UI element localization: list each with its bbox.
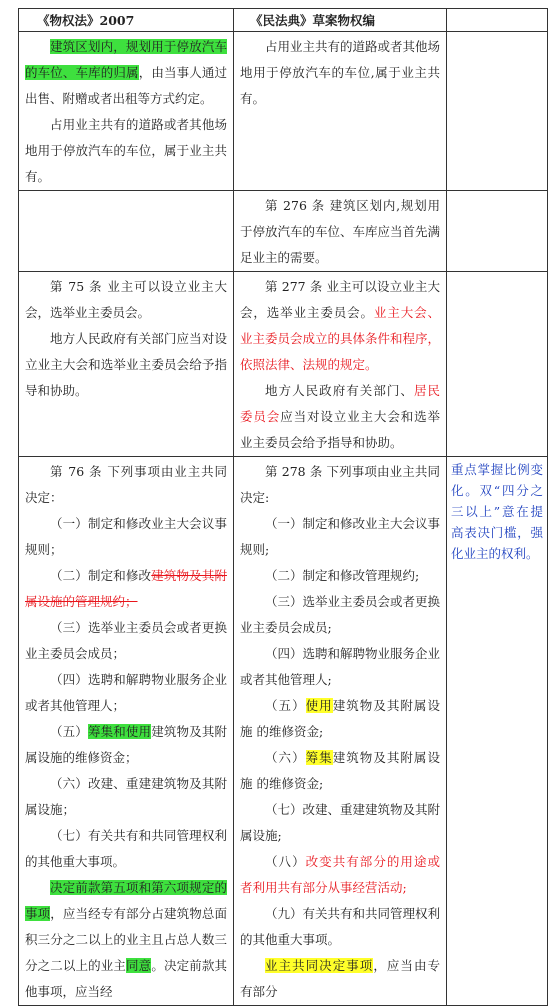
red-added-text: 改变共有部分的用途或者利用共有部分从事经营活动; xyxy=(240,854,440,895)
highlight-green: 建筑区划内，规划用于停放汽车的车位、车库的归属 xyxy=(25,39,227,80)
cell-2007 xyxy=(19,32,234,191)
paragraph: 占用业主共有的道路或者其他场地用于停放汽车的车位，属于业主共有。 xyxy=(25,117,227,184)
paragraph: 建筑区划内，规划用于停放汽车的车位、车库的归属，由当事人通过出售、附赠或者出租等方式约定。 xyxy=(25,39,227,106)
highlight-yellow: 业主共同决定事项 xyxy=(265,958,374,973)
strikethrough-text: 建筑物及其附属设施的管理规约； xyxy=(25,568,227,609)
cell-draft xyxy=(234,191,447,272)
cell-2007: 第 76 条 下列事项由业主共同决定： （一）制定和修改业主大会议事规则； （二）制定和修改建筑物及其附属设施的管理规约； （三）选举业主委员会或者更换业主委员会成员； （四）选聘和解聘物业服务企业或者其他管理人； （五）筹集和使用建筑物及其附属设施的维修资金； （六）改建、重建建筑物及其附属设施； （七）有关共有和共同管理权利的其他重大事项。 决定前款第五项和第六项规定的事项，应当经专有部分占建筑物总面积三分之二以上的业主且占总人数三分之二以上的业主同意。决定前款其他事项，应当经 xyxy=(19,457,234,1006)
note-text: 重点掌握比例变化。双“四分之三以上”意在提高表决门槛，强化业主的权利。 xyxy=(451,462,543,561)
header-col-2007 xyxy=(19,9,234,32)
cell-notes xyxy=(447,32,548,191)
comparison-table xyxy=(18,8,548,1006)
table-row xyxy=(19,457,548,1006)
highlight-yellow: 使用 xyxy=(305,698,333,713)
cell-2007 xyxy=(19,272,234,457)
highlight-green: 筹集和使用 xyxy=(87,724,152,739)
header-col-draft xyxy=(234,9,447,32)
cell-notes xyxy=(447,191,548,272)
table-row xyxy=(19,191,548,272)
table-header-row xyxy=(19,9,548,32)
paragraph: 地方人民政府有关部门、居民委员会应当对设立业主大会和选举业主委员会给予指导和协助。 xyxy=(240,383,440,450)
paragraph: 第 75 条 业主可以设立业主大会，选举业主委员会。 xyxy=(25,279,227,320)
cell-draft: 第 278 条 下列事项由业主共同决定: （一）制定和修改业主大会议事规则; （二）制定和修改管理规约; （三）选举业主委员会或者更换业主委员会成员; （四）选聘和解聘物业服务企业或者其他管理人; （五）使用建筑物及其附属设施 的维修资金; （六）筹集建筑物及其附属设施 的维修资金; （七）改建、重建建筑物及其附 属设施; （八）改变共有部分的用途或者利用共有部分从事经营活动; （九）有关共有和共同管理权利的其他重大事项。 业主共同决定事项，应当由专有部分 xyxy=(234,457,447,1006)
red-added-text: 业主大会、业主委员会成立的具体条件和程序，依照法律、法规的规定。 xyxy=(240,305,441,372)
cell-2007 xyxy=(19,191,234,272)
paragraph: 地方人民政府有关部门应当对设立业主大会和选举业主委员会给予指导和协助。 xyxy=(25,331,227,398)
highlight-yellow: 筹集 xyxy=(305,750,333,765)
red-added-text: 居民委员会 xyxy=(240,383,440,424)
table-row xyxy=(19,272,548,457)
highlight-green: 决定前款第五项和第六项规定的事项 xyxy=(25,880,227,921)
cell-notes xyxy=(447,272,548,457)
paragraph: 第 276 条 建筑区划内,规划用于停放汽车的车位、车库应当首先满足业主的需要。 xyxy=(240,198,441,265)
paragraph: 第 277 条 业主可以设立业主大会，选举业主委员会。业主大会、业主委员会成立的具体条件和程序，依照法律、法规的规定。 xyxy=(240,279,441,372)
highlight-green: 同意 xyxy=(126,958,152,973)
cell-draft xyxy=(234,32,447,191)
table-row xyxy=(19,32,548,191)
header-text: 《物权法》2007 xyxy=(37,13,135,28)
header-text: 《民法典》草案物权编 xyxy=(250,13,376,28)
paragraph: 占用业主共有的道路或者其他场地用于停放汽车的车位,属于业主共有。 xyxy=(240,39,441,106)
cell-draft xyxy=(234,272,447,457)
cell-notes xyxy=(447,457,548,1006)
header-col-notes xyxy=(447,9,548,32)
